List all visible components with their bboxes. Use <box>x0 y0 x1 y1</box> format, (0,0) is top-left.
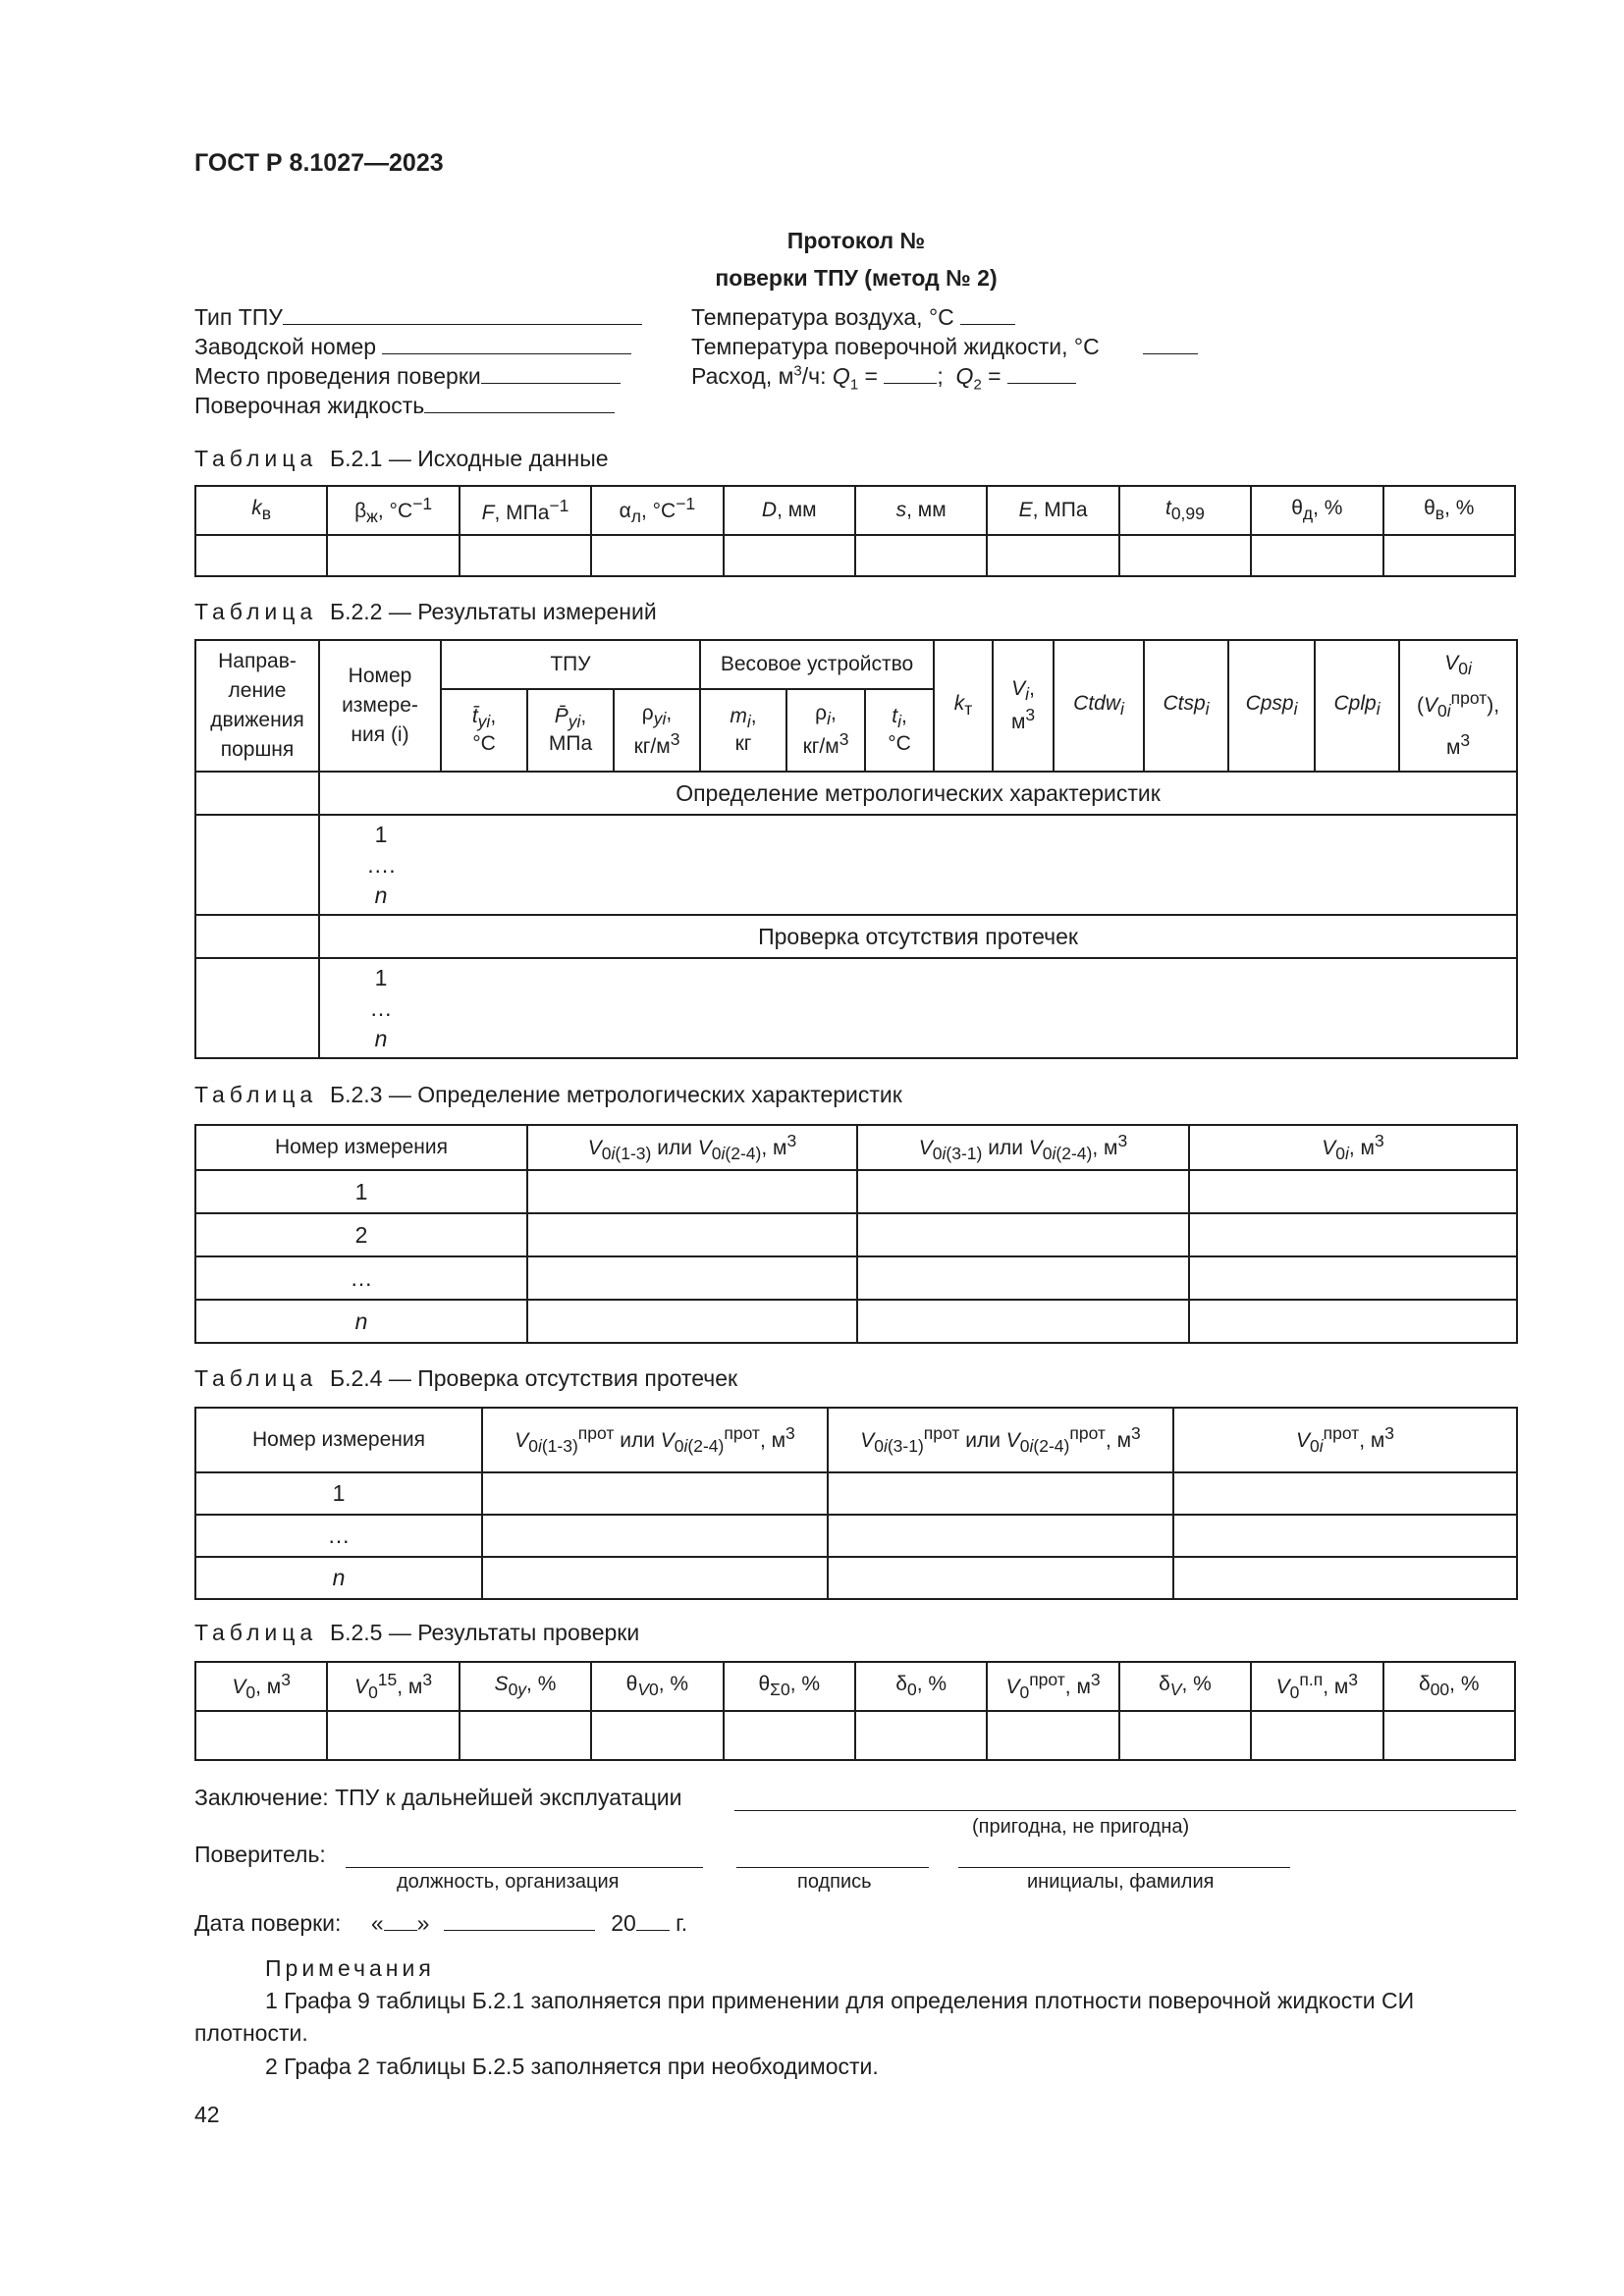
table-cell[interactable] <box>327 535 459 576</box>
header-delta0: $\delta_0$, % <box>855 1662 987 1711</box>
header-theta-v0: $\theta_{V0}$, % <box>591 1662 723 1711</box>
header-v0-pp: $V_0^{п.п}$, $м^3$ <box>1251 1662 1382 1711</box>
q1-symbol: Q <box>832 363 850 389</box>
table1-caption <box>194 446 609 472</box>
table-cell[interactable] <box>1173 1472 1517 1515</box>
header-theta-d: $\theta_д$, % <box>1251 486 1382 535</box>
rows-leak-check[interactable] <box>319 958 1517 1058</box>
blank-line <box>481 361 621 384</box>
protocol-title: Протокол № <box>786 228 926 253</box>
verifier-name-line[interactable] <box>958 1867 1290 1868</box>
header-measurement-number <box>319 640 441 772</box>
header-pyi: $P̄_{yi}$, МПа <box>527 689 614 772</box>
header-v0: $V_0$, $м^3$ <box>195 1662 327 1711</box>
year-suffix: г. <box>676 1910 688 1936</box>
table-cell[interactable] <box>591 1711 723 1760</box>
blank-line <box>1143 332 1198 354</box>
header-v0i-13: $V_{0i(1-3)}$ или $V_{0i(2-4)}$, $м^3$ <box>527 1125 857 1170</box>
header-measurement-number: Номер измерения <box>195 1125 527 1170</box>
caption-prefix: Таблица <box>194 1365 318 1391</box>
table-cell[interactable] <box>327 1711 459 1760</box>
row-number: … <box>369 994 393 1021</box>
field-verification-liquid[interactable] <box>194 391 615 419</box>
header-f: F, МПа$^{-1}$ <box>460 486 591 535</box>
note-1: 1 Графа 9 таблицы Б.2.1 заполняется при применении для определения плотности поверочной жидкости СИ плотности. <box>194 1988 1415 2046</box>
row-number: … <box>195 1515 482 1557</box>
table-cell[interactable] <box>460 535 591 576</box>
caption-prefix: Таблица <box>194 599 318 624</box>
header-delta00: $\delta_{00}$, % <box>1383 1662 1515 1711</box>
caption-text: Б.2.1 — Исходные данные <box>329 446 609 471</box>
quote-close: » <box>416 1910 430 1936</box>
row-number: 1 <box>195 1170 527 1213</box>
header-v0i: $V_{0i}$ $(V_{0i}^{прот})$, $м^3$ <box>1399 640 1517 772</box>
header-vi: $V_i$, $м^3$ <box>993 640 1054 772</box>
subscript: 1 <box>849 376 859 394</box>
table-cell[interactable] <box>1119 535 1251 576</box>
section-metrological: Определение метрологических характеристик <box>319 772 1517 815</box>
table-cell[interactable] <box>195 772 319 815</box>
row-number: 1 <box>195 1472 482 1515</box>
note-2: 2 Графа 2 таблицы Б.2.5 заполняется при необходимости. <box>265 2054 879 2079</box>
table-cell[interactable] <box>828 1472 1173 1515</box>
year-prefix: 20 <box>611 1910 636 1936</box>
table-check-results <box>194 1661 1516 1761</box>
row-number: 2 <box>195 1213 527 1256</box>
field-label: Расход, м <box>691 363 794 389</box>
row-number: n <box>195 1557 482 1599</box>
table-cell[interactable] <box>527 1213 857 1256</box>
header-text: измере- <box>342 694 418 717</box>
table-cell[interactable] <box>724 535 855 576</box>
header-s: s, мм <box>855 486 987 535</box>
verifier-signature-line[interactable] <box>736 1867 929 1868</box>
header-rho-i: $\rho_i$, $кг/м^3$ <box>786 689 865 772</box>
q2-symbol: Q <box>955 363 974 389</box>
header-d: D, мм <box>724 486 855 535</box>
table-cell[interactable] <box>195 535 327 576</box>
table-cell[interactable] <box>1173 1557 1517 1599</box>
caption-text: Б.2.5 — Результаты проверки <box>329 1620 640 1645</box>
table-cell[interactable] <box>1251 1711 1382 1760</box>
blank-line <box>382 332 631 354</box>
table-leak-check <box>194 1407 1518 1600</box>
header-text: Направ- <box>218 650 297 672</box>
table-cell[interactable] <box>1251 535 1382 576</box>
blank-line <box>283 302 642 325</box>
header-cpsp: Cpsp$_i$ <box>1228 640 1315 772</box>
table-cell[interactable] <box>987 1711 1118 1760</box>
table4-caption <box>194 1365 737 1392</box>
header-v0i-prot-31: $V_{0i(3-1)}^{прот}$ или $V_{0i(2-4)}^{прот}$, $м^3$ <box>828 1408 1173 1472</box>
caption-prefix: Таблица <box>194 1082 318 1107</box>
header-ctsp: Ctsp$_i$ <box>1144 640 1228 772</box>
q2-blank <box>1007 361 1076 384</box>
table3-caption <box>194 1082 902 1108</box>
day-blank[interactable] <box>384 1908 417 1931</box>
header-v0i-prot-13: $V_{0i(1-3)}^{прот}$ или $V_{0i(2-4)}^{прот}$, $м^3$ <box>482 1408 828 1472</box>
header-mi: $m_i$, кг <box>700 689 786 772</box>
header-ti: $t_i$, °С <box>865 689 934 772</box>
row-number: …. <box>366 851 396 878</box>
header-s0y: $S_{0y}$, % <box>460 1662 591 1711</box>
header-cplp: Cplp$_i$ <box>1315 640 1399 772</box>
subscript: 2 <box>973 376 982 394</box>
header-kt: $k_т$ <box>934 640 993 772</box>
table-cell[interactable] <box>591 535 723 576</box>
year-blank[interactable] <box>636 1908 670 1931</box>
table-cell[interactable] <box>195 915 319 958</box>
row-number: 1 <box>374 821 388 847</box>
table5-caption <box>194 1620 639 1646</box>
document-number: ГОСТ Р 8.1027—2023 <box>194 149 444 177</box>
caption-text: Б.2.4 — Проверка отсутствия протечек <box>329 1365 738 1391</box>
table-measurement-results <box>194 639 1518 1059</box>
row-number: n <box>374 881 388 908</box>
caption-prefix: Таблица <box>194 1620 318 1645</box>
superscript: 3 <box>793 362 802 380</box>
verifier-label: Поверитель: <box>194 1842 326 1867</box>
header-v0-prot: $V_0^{прот}$, $м^3$ <box>987 1662 1118 1711</box>
conclusion-input-line[interactable] <box>734 1810 1516 1811</box>
header-e: E, МПа <box>987 486 1118 535</box>
table-cell[interactable] <box>1189 1213 1517 1256</box>
header-weigher: Весовое устройство <box>700 640 934 689</box>
blank-line <box>424 391 615 413</box>
month-blank[interactable] <box>444 1908 595 1931</box>
field-air-temperature[interactable] <box>691 302 1015 331</box>
table-cell[interactable] <box>1383 535 1515 576</box>
table-cell[interactable] <box>724 1711 855 1760</box>
table-cell[interactable] <box>857 1300 1189 1343</box>
table-cell[interactable] <box>987 535 1118 576</box>
header-direction <box>195 640 319 772</box>
header-delta-v: $\delta_V$, % <box>1119 1662 1251 1711</box>
header-rho-yi: $\rho_{yi}$, $кг/м^3$ <box>614 689 700 772</box>
table-cell[interactable] <box>482 1515 828 1557</box>
row-number: n <box>195 1300 527 1343</box>
field-serial-number[interactable] <box>194 332 631 360</box>
field-label: Температура воздуха, °С <box>691 304 954 330</box>
table-cell[interactable] <box>527 1170 857 1213</box>
q1-blank <box>884 361 937 384</box>
field-label: Место проведения поверки <box>194 363 481 389</box>
table-cell[interactable] <box>527 1300 857 1343</box>
row-number: 1 <box>374 964 388 990</box>
header-beta: $\beta_ж$, $^\circ С^{-1}$ <box>327 486 459 535</box>
table-cell[interactable] <box>1119 1711 1251 1760</box>
caption-text: Б.2.2 — Результаты измерений <box>329 599 657 624</box>
header-kv: $k_в$ <box>195 486 327 535</box>
field-label: Поверочная жидкость <box>194 393 425 418</box>
field-label: Тип ТПУ <box>194 304 283 330</box>
table-cell[interactable] <box>855 535 987 576</box>
field-tpu-type[interactable] <box>194 302 642 331</box>
table-cell[interactable] <box>857 1170 1189 1213</box>
table-cell[interactable] <box>195 1711 327 1760</box>
section-leak-check: Проверка отсутствия протечек <box>319 915 1517 958</box>
hint-name: инициалы, фамилия <box>1027 1871 1215 1893</box>
date-label: Дата поверки: <box>194 1910 342 1936</box>
hint-position: должность, организация <box>397 1871 620 1893</box>
row-number: … <box>195 1256 527 1300</box>
table2-caption <box>194 599 657 625</box>
header-theta-sigma0: $\theta_{\Sigma 0}$, % <box>724 1662 855 1711</box>
header-text: ния (i) <box>351 723 409 746</box>
table-cell[interactable] <box>1383 1711 1515 1760</box>
quote-open: « <box>370 1910 384 1936</box>
conclusion-label: Заключение: ТПУ к дальнейшей эксплуатации <box>194 1785 682 1810</box>
notes-title: Примечания <box>265 1955 435 1981</box>
table-cell[interactable] <box>1189 1300 1517 1343</box>
field-liquid-temperature[interactable] <box>691 332 1198 360</box>
table-cell[interactable] <box>857 1256 1189 1300</box>
table-cell[interactable] <box>482 1557 828 1599</box>
table-cell[interactable] <box>828 1557 1173 1599</box>
date-row <box>194 1908 687 1937</box>
header-text: ление <box>228 679 287 702</box>
header-measurement-number: Номер измерения <box>195 1408 482 1472</box>
header-tpu: ТПУ <box>441 640 700 689</box>
table-cell[interactable] <box>482 1472 828 1515</box>
header-v0i: $V_{0i}$, $м^3$ <box>1189 1125 1517 1170</box>
table-initial-data <box>194 485 1516 577</box>
header-v0i-31: $V_{0i(3-1)}$ или $V_{0i(2-4)}$, $м^3$ <box>857 1125 1189 1170</box>
table-cell[interactable] <box>195 958 319 1058</box>
header-tyi: $t̄_{yi}$, °С <box>441 689 527 772</box>
header-t099: $t_{0,99}$ <box>1119 486 1251 535</box>
header-text: движения <box>210 709 304 731</box>
table-cell[interactable] <box>1173 1515 1517 1557</box>
table-cell[interactable] <box>460 1711 591 1760</box>
field-flow-rate[interactable]: Расход, $м^3/ч$: $Q_1$ = ; $Q_2$ = <box>691 361 1076 394</box>
caption-prefix: Таблица <box>194 446 318 471</box>
rows-metrological[interactable] <box>319 815 1517 915</box>
table-cell[interactable] <box>828 1515 1173 1557</box>
blank-line <box>960 302 1015 325</box>
table-cell[interactable] <box>857 1213 1189 1256</box>
table-cell[interactable] <box>195 815 319 915</box>
field-label: Заводской номер <box>194 334 377 359</box>
table-metrological <box>194 1124 1518 1344</box>
field-label: /ч: <box>801 363 827 389</box>
conclusion-hint: (пригодна, не пригодна) <box>972 1816 1190 1838</box>
header-text: поршня <box>220 738 295 761</box>
header-text: Номер <box>348 665 412 687</box>
header-v0i-prot: $V_{0i}^{прот}$, $м^3$ <box>1173 1408 1517 1472</box>
field-label: Температура поверочной жидкости, °С <box>691 334 1100 359</box>
header-v015: $V_0^{15}$, $м^3$ <box>327 1662 459 1711</box>
header-ctdw: Ctdw$_i$ <box>1054 640 1144 772</box>
verifier-position-line[interactable] <box>346 1867 703 1868</box>
table-cell[interactable] <box>1189 1170 1517 1213</box>
table-cell[interactable] <box>1189 1256 1517 1300</box>
caption-text: Б.2.3 — Определение метрологических характеристик <box>329 1082 902 1107</box>
protocol-subtitle: поверки ТПУ (метод № 2) <box>715 265 998 291</box>
row-number: n <box>374 1025 388 1051</box>
table-cell[interactable] <box>855 1711 987 1760</box>
hint-signature: подпись <box>797 1871 872 1893</box>
header-theta-v: $\theta_в$, % <box>1383 486 1515 535</box>
page-number: 42 <box>194 2102 220 2127</box>
header-alpha: $\alpha_л$, $^\circ С^{-1}$ <box>591 486 723 535</box>
table-cell[interactable] <box>527 1256 857 1300</box>
field-verification-place[interactable] <box>194 361 621 390</box>
